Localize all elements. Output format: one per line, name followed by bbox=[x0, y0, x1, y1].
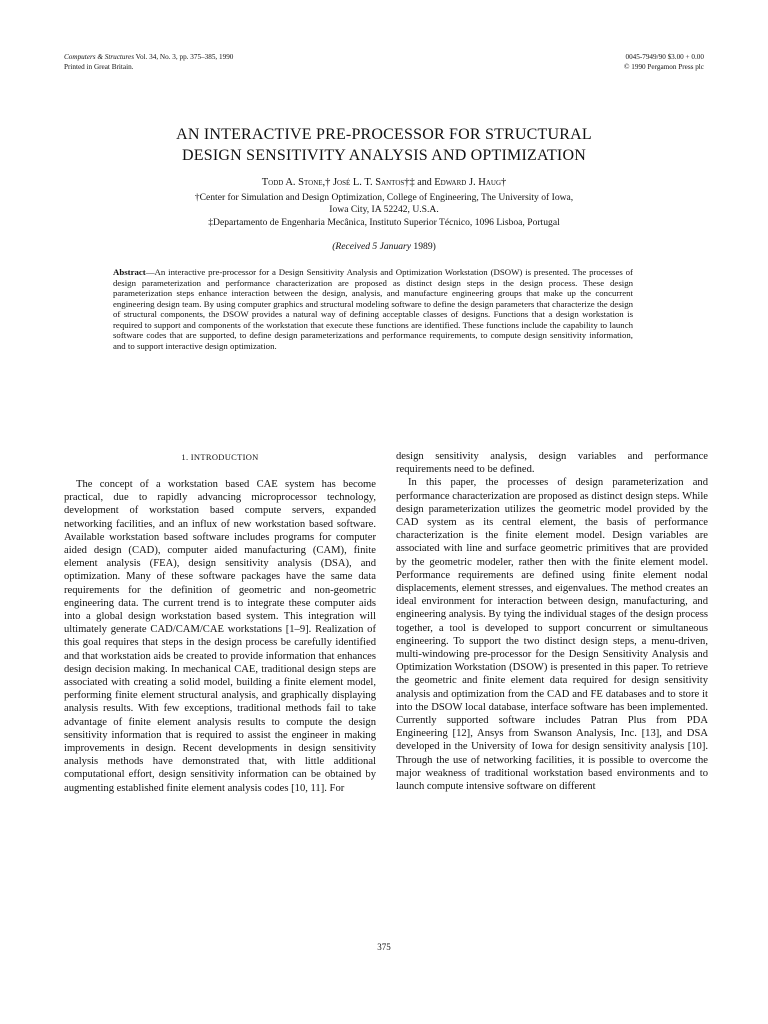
author-list bbox=[64, 176, 704, 189]
abstract-text: —An interactive pre-processor for a Design Sensitivity Analysis and Optimization Workstation (DSOW) is presented. The processes of design parameterization and performance characterization are proposed as distinct design steps in the design process. These design parameterization steps enhance interaction between the design, analysis, and manufacture engineering groups that make up the concurrent engineering design team. By using computer graphics and structural modeling software to define the design parameters that characterize the design of structural components, the DSOW provides a natural way of defining acceptable classes of designs. Functions that a design workstation is required to support and components of the workstation that execute these functions are identified. These functions include the capability to launch software codes that are supported, to define design parameterizations and performance requirements, to compute design sensitivity information, and to support interactive design optimization. bbox=[113, 267, 633, 351]
body-column-right bbox=[396, 450, 708, 793]
affiliation-line-3: ‡Departamento de Engenharia Mecânica, Instituto Superior Técnico, 1096 Lisboa, Portugal bbox=[208, 216, 560, 228]
affiliation-line-2: Iowa City, IA 52242, U.S.A. bbox=[329, 204, 439, 216]
author-1: Todd A. Stone,† bbox=[261, 177, 331, 188]
journal-header-left bbox=[64, 53, 233, 72]
abstract bbox=[113, 267, 633, 351]
received-date bbox=[64, 241, 704, 252]
citation-line bbox=[64, 53, 233, 63]
title-line-2: DESIGN SENSITIVITY ANALYSIS AND OPTIMIZATION bbox=[182, 147, 586, 164]
received-year: 1989) bbox=[411, 241, 436, 252]
section-heading: 1. INTRODUCTION bbox=[181, 452, 259, 462]
author-2: José L. T. Santos†‡ bbox=[332, 177, 415, 188]
page-number: 375 bbox=[377, 942, 391, 952]
author-conjunction: and bbox=[414, 177, 435, 188]
printed-line: Printed in Great Britain. bbox=[64, 62, 134, 71]
received-label: (Received 5 January bbox=[332, 241, 412, 252]
body-paragraph: The concept of a workstation based CAE system has become practical, due to rapidly advancing microprocessor technology, development of workstation based compute servers, expanded networking facilities, and an influx of new workstation based software. Available workstation based software includes programs for computer aided design (CAD), computer aided manufacturing (CAM), finite element analysis (FEA), design sensitivity analysis (DSA), and optimization. Many of these software packages have the same data requirements for the definition of geometric and non-geometric engineering data. The current trend is to integrate these computer aids into a global design workstation based system. This integration will ultimately generate CAD/CAM/CAE workstations [1–9]. Realization of this goal requires that steps in the design process be carefully identified and that workstation aids be created to provide information that enhances design decision making. In mechanical CAE, traditional design steps are associated with creating a solid model, building a finite element model, performing finite element structural analysis, and graphically displaying analysis results. With few exceptions, traditional methods fail to take advantage of finite element analysis results to compute the design sensitivity information that is required to assist the engineer in making improvements in design. Recent developments in design sensitivity analysis methods have demonstrated that, with little additional computational effort, design sensitivity information can be obtained by augmenting established finite element analysis codes [10, 11]. For bbox=[64, 479, 376, 794]
body-paragraph-continued: design sensitivity analysis, design variables and performance requirements need to be defined. bbox=[396, 451, 708, 476]
title-line-1: AN INTERACTIVE PRE-PROCESSOR FOR STRUCTURAL bbox=[176, 126, 592, 143]
affiliation-line-1: †Center for Simulation and Design Optimization, College of Engineering, The University of Iowa, bbox=[194, 192, 574, 203]
copyright-line: © 1990 Pergamon Press plc bbox=[624, 62, 704, 71]
abstract-label: Abstract bbox=[113, 267, 146, 277]
author-3: Edward J. Haug† bbox=[434, 177, 507, 188]
journal-citation: Vol. 34, No. 3, pp. 375–385, 1990 bbox=[134, 53, 234, 61]
journal-name: Computers & Structures bbox=[64, 53, 135, 61]
paper-title bbox=[64, 124, 704, 166]
body-paragraph: In this paper, the processes of design parameterization and performance characterization are proposed as distinct design steps. While design parameterization utilizes the geometric model provided by the CAD system as its central element, the basis of performance characterization is the finite element model. Design variables are associated with line and surface geometric primitives that are provided by the geometric modeler, rather then with the finite element model. Performance requirements are defined using finite element nodal displacements, element stresses, and eigenvalues. The method creates an ideal environment for interaction between design, manufacturing, and engineering analysis. By tying the individual stages of the design process together, a tool is developed to support concurrent or simultaneous engineering. To support the two distinct design steps, a menu-driven, multi-windowing pre-processor for the Design Sensitivity Analysis and Optimization Workstation (DSOW) is presented in this paper. To retrieve the geometric and finite element data required for design sensitivity analysis and optimization from the CAD and FE databases and to store it into the DSOW local database, interface software has been implemented. Currently supported software includes Patran Plus from PDA Engineering [12], Ansys from Swanson Analysis, Inc. [13], and DSA developed in the University of Iowa for design sensitivity analysis [10]. Through the use of networking facilities, it is possible to overcome the major weakness of traditional workstation based environments and to launch compute intensive software on different bbox=[396, 477, 708, 793]
price-line: 0045-7949/90 $3.00 + 0.00 bbox=[625, 53, 704, 61]
body-column-left bbox=[64, 478, 376, 795]
journal-header-right bbox=[624, 53, 704, 72]
affiliations bbox=[64, 192, 704, 229]
